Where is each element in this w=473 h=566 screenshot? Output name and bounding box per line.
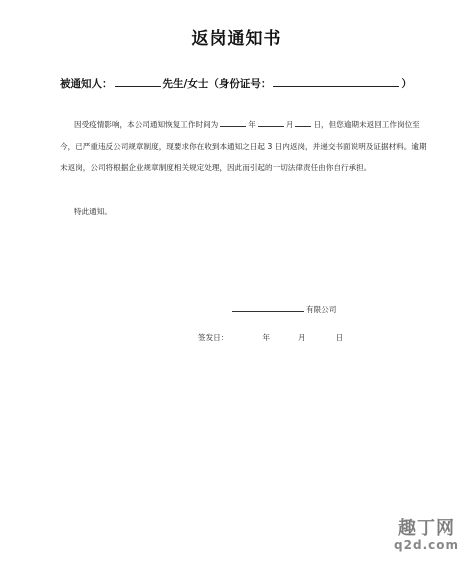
year-blank <box>220 117 246 127</box>
day-blank <box>295 117 311 127</box>
month-blank <box>258 117 284 127</box>
company-suffix: 有限公司 <box>306 305 337 314</box>
recipient-honorific: 先生/女士（身份证号： <box>162 78 272 90</box>
id-number-blank <box>273 76 399 87</box>
closing-text: 特此通知。 <box>74 207 112 216</box>
paragraph-year: 年 <box>248 120 256 129</box>
issue-date-day: 日 <box>335 333 344 342</box>
company-signature <box>232 302 336 315</box>
paragraph-part2: 日，但您逾期未返回工作岗位至今，已严重违反公司规章制度，现要求你在收到本通知之日起 3 日内返岗，并递交书面说明及证据材料。逾期未返岗，公司将根据企业规章制度相关规定处理，因此而引起的一切法律责任由你自行承担。 <box>60 120 427 172</box>
paragraph-part1: 因受疫情影响，本公司通知恢复工作时间为 <box>74 120 219 129</box>
watermark-domain: q2d.com <box>394 538 459 552</box>
issue-date-line <box>198 332 343 343</box>
recipient-label: 被通知人： <box>60 78 113 90</box>
issue-date-year: 年 <box>262 333 270 342</box>
paragraph-month: 月 <box>285 120 294 129</box>
recipient-close-paren: ） <box>401 78 412 90</box>
issue-date-label: 签发日： <box>198 333 229 342</box>
recipient-name-blank <box>115 76 161 87</box>
notice-paragraph <box>60 114 430 179</box>
watermark-logo-text: 趣丁网 <box>398 518 456 539</box>
site-watermark <box>394 514 459 552</box>
recipient-line <box>60 76 412 91</box>
company-name-blank <box>232 302 304 312</box>
document-title: 返岗通知书 <box>191 29 282 49</box>
issue-date-month: 月 <box>297 333 306 342</box>
